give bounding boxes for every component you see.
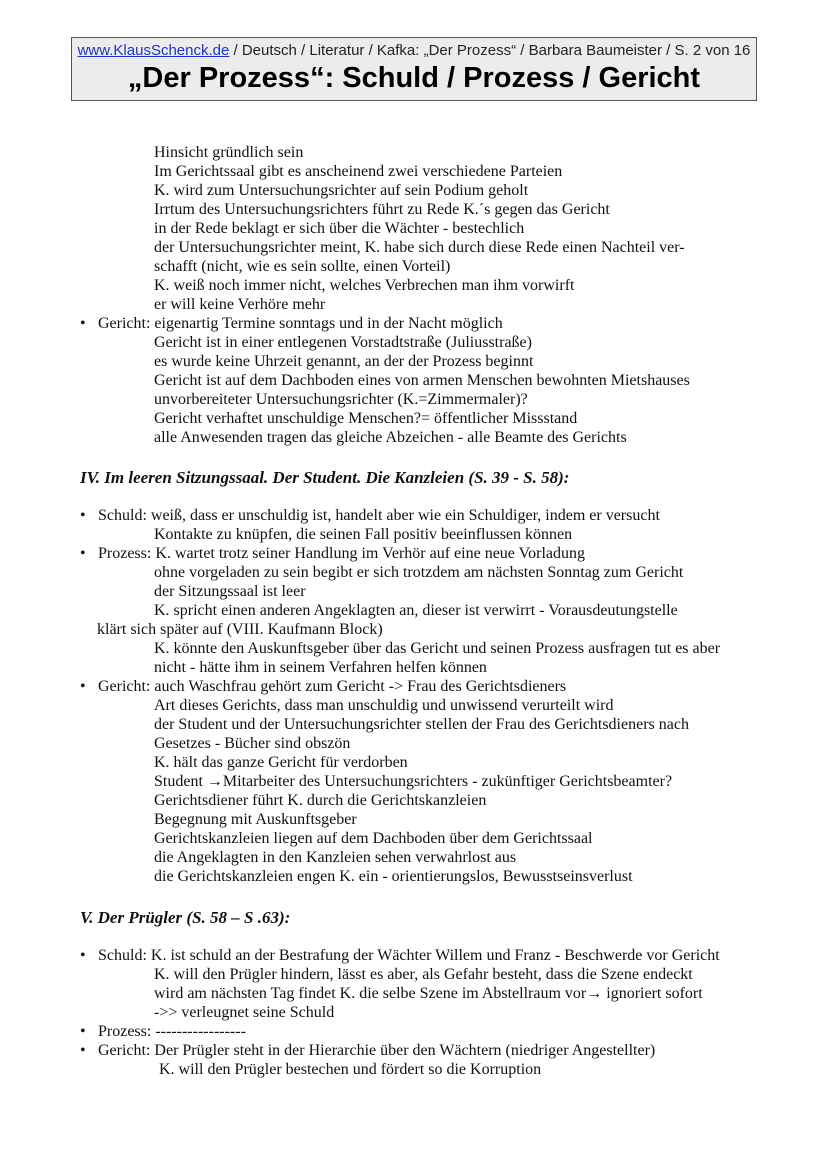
- text-line: K. könnte den Auskunftsgeber über das Gericht und seinen Prozess ausfragen tut es aber: [154, 640, 721, 657]
- bullet: •: [80, 947, 86, 964]
- section-heading-iv: IV. Im leeren Sitzungssaal. Der Student. Die Kanzleien (S. 39 - S. 58):: [80, 468, 570, 487]
- text-line: Student →Mitarbeiter des Untersuchungsrichters - zukünftiger Gerichtsbeamter?: [154, 773, 673, 790]
- bullet: •: [80, 507, 86, 524]
- text-line: Gericht verhaftet unschuldige Menschen?= öffentlicher Missstand: [154, 410, 578, 427]
- text-line: Gerichtsdiener führt K. durch die Gerichtskanzleien: [154, 792, 487, 809]
- bullet: •: [80, 678, 86, 695]
- text-line: unvorbereiteter Untersuchungsrichter (K.=Zimmermaler)?: [154, 391, 528, 408]
- gericht-lead: Gericht: eigenartig Termine sonntags und in der Nacht möglich: [98, 315, 503, 332]
- text-line: K. weiß noch immer nicht, welches Verbrechen man ihm vorwirft: [154, 277, 575, 294]
- text-line: Kontakte zu knüpfen, die seinen Fall positiv beeinflussen können: [154, 526, 573, 543]
- text-line: Im Gerichtssaal gibt es anscheinend zwei verschiedene Parteien: [154, 163, 563, 180]
- prozess-lead: Prozess: -----------------: [98, 1023, 246, 1040]
- gericht-lead: Gericht: auch Waschfrau gehört zum Gericht -> Frau des Gerichtsdieners: [98, 678, 567, 695]
- text-line: es wurde keine Uhrzeit genannt, an der der Prozess beginnt: [154, 353, 534, 370]
- text-line: der Sitzungssaal ist leer: [154, 583, 306, 600]
- text-line: der Untersuchungsrichter meint, K. habe sich durch diese Rede einen Nachteil ver-: [154, 239, 685, 256]
- text-line: K. spricht einen anderen Angeklagten an, dieser ist verwirrt - Vorausdeutungstelle: [154, 602, 678, 619]
- page-header: [71, 37, 757, 101]
- bullet: •: [80, 1023, 86, 1040]
- bullet: •: [80, 1042, 86, 1059]
- page-title: „Der Prozess“: Schuld / Prozess / Gericht: [127, 62, 701, 94]
- text-line: wird am nächsten Tag findet K. die selbe Szene im Abstellraum vor→ ignoriert sofort: [154, 985, 703, 1002]
- text-line: die Gerichtskanzleien engen K. ein - orientierungslos, Bewusstseinsverlust: [154, 868, 633, 885]
- text-line: Gesetzes - Bücher sind obszön: [154, 735, 351, 752]
- text-line: Gericht ist in einer entlegenen Vorstadtstraße (Juliusstraße): [154, 334, 532, 351]
- text-line: klärt sich später auf (VIII. Kaufmann Block): [97, 621, 383, 638]
- text-line: er will keine Verhöre mehr: [154, 296, 326, 313]
- text-line: Irrtum des Untersuchungsrichters führt zu Rede K.´s gegen das Gericht: [154, 201, 610, 218]
- text-line: Art dieses Gerichts, dass man unschuldig und unwissend verurteilt wird: [154, 697, 614, 714]
- header-breadcrumb: / Deutsch / Literatur / Kafka: „Der Prozess“ / Barbara Baumeister / S. 2 von 16: [229, 42, 751, 59]
- text-line: die Angeklagten in den Kanzleien sehen verwahrlost aus: [154, 849, 517, 866]
- prozess-lead: Prozess: K. wartet trotz seiner Handlung im Verhör auf eine neue Vorladung: [98, 545, 585, 562]
- text-line: schafft (nicht, wie es sein sollte, einen Vorteil): [154, 258, 451, 275]
- schuld-lead: Schuld: K. ist schuld an der Bestrafung der Wächter Willem und Franz - Beschwerde vor Gericht: [98, 947, 720, 964]
- text-line: K. will den Prügler bestechen und fördert so die Korruption: [159, 1061, 542, 1078]
- text-line: in der Rede beklagt er sich über die Wächter - bestechlich: [154, 220, 525, 237]
- bullet: •: [80, 545, 86, 562]
- text-line: ohne vorgeladen zu sein begibt er sich trotzdem am nächsten Sonntag zum Gericht: [154, 564, 684, 581]
- text-line: Begegnung mit Auskunftsgeber: [154, 811, 357, 828]
- header-breadcrumb-line: [72, 42, 756, 59]
- text-line: alle Anwesenden tragen das gleiche Abzeichen - alle Beamte des Gerichts: [154, 429, 627, 446]
- gericht-lead: Gericht: Der Prügler steht in der Hierarchie über den Wächtern (niedriger Angestellter): [98, 1042, 656, 1059]
- text-line: der Student und der Untersuchungsrichter stellen der Frau des Gerichtsdieners nach: [154, 716, 689, 733]
- text-line: K. hält das ganze Gericht für verdorben: [154, 754, 408, 771]
- text-line: K. will den Prügler hindern, lässt es aber, als Gefahr besteht, dass die Szene endeckt: [154, 966, 693, 983]
- text-line: ->> verleugnet seine Schuld: [154, 1004, 335, 1021]
- bullet: •: [80, 315, 86, 332]
- section-heading-v: V. Der Prügler (S. 58 – S .63):: [80, 908, 291, 927]
- text-line: K. wird zum Untersuchungsrichter auf sein Podium geholt: [154, 182, 529, 199]
- schuld-lead: Schuld: weiß, dass er unschuldig ist, handelt aber wie ein Schuldiger, indem er versucht: [98, 507, 660, 524]
- text-line: nicht - hätte ihm in seinem Verfahren helfen können: [154, 659, 487, 676]
- website-link[interactable]: www.KlausSchenck.de: [77, 42, 230, 59]
- text-line: Hinsicht gründlich sein: [154, 144, 304, 161]
- text-line: Gerichtskanzleien liegen auf dem Dachboden über dem Gerichtssaal: [154, 830, 593, 847]
- text-line: Gericht ist auf dem Dachboden eines von armen Menschen bewohnten Mietshauses: [154, 372, 690, 389]
